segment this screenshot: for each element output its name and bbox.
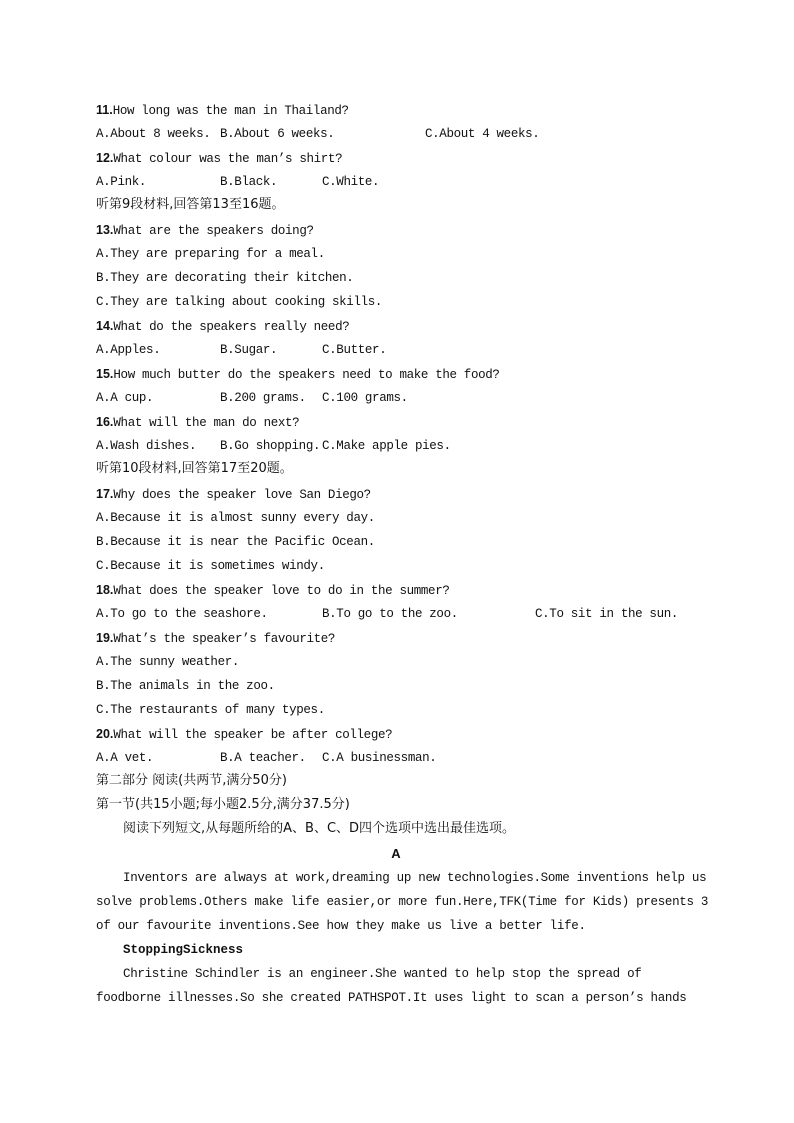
- option-a: A.Apples.: [96, 343, 161, 357]
- question-11: [96, 98, 696, 122]
- question-number: 19.: [96, 631, 114, 645]
- options-12: [96, 170, 696, 194]
- option-c: C.Make apple pies.: [322, 439, 451, 453]
- passage-intro: [96, 866, 709, 938]
- option-b: B.200 grams.: [220, 391, 306, 405]
- question-number: 13.: [96, 223, 114, 237]
- question-text: What colour was the man’s shirt?: [113, 152, 343, 166]
- option-a: A.Because it is almost sunny every day.: [96, 511, 375, 525]
- option-b: B.Sugar.: [220, 343, 278, 357]
- question-text: What will the man do next?: [113, 416, 300, 430]
- paragraph-line: foodborne illnesses.So she created PATHSPOT.It uses light to scan a person’s hands: [96, 991, 687, 1005]
- option-b: B.They are decorating their kitchen.: [96, 271, 354, 285]
- option-c: C.The restaurants of many types.: [96, 703, 325, 717]
- question-text: What does the speaker love to do in the summer?: [113, 584, 450, 598]
- question-number: 14.: [96, 319, 114, 333]
- option-c: C.A businessman.: [322, 751, 437, 765]
- option-b: B.Go shopping.: [220, 439, 321, 453]
- option-a: A.The sunny weather.: [96, 655, 240, 669]
- option-a: A.A vet.: [96, 751, 154, 765]
- question-text: What’s the speaker’s favourite?: [113, 632, 336, 646]
- question-text: What will the speaker be after college?: [113, 728, 393, 742]
- passage-body: [96, 962, 696, 1010]
- instructions: 阅读下列短文,从每题所给的A、B、C、D四个选项中选出最佳选项。: [123, 821, 516, 836]
- option-c: C.White.: [322, 175, 380, 189]
- question-number: 12.: [96, 151, 114, 165]
- options-11: [96, 122, 696, 146]
- option-b: B.The animals in the zoo.: [96, 679, 275, 693]
- option-c: C.Butter.: [322, 343, 387, 357]
- option-a: A.To go to the seashore.: [96, 607, 268, 621]
- question-text: Why does the speaker love San Diego?: [113, 488, 371, 502]
- question-17: [96, 482, 696, 506]
- paragraph-line: solve problems.Others make life easier,or more fun.Here,TFK(Time for Kids) presents 3: [96, 895, 709, 909]
- options-16: [96, 434, 696, 458]
- section-heading: 第一节(共15小题;每小题2.5分,满分37.5分): [96, 797, 350, 812]
- option-b: B.Black.: [220, 175, 278, 189]
- passage-label: A: [391, 846, 401, 861]
- question-number: 16.: [96, 415, 114, 429]
- section-heading-10: 听第10段材料,回答第17至20题。: [96, 461, 293, 476]
- question-16: [96, 410, 696, 434]
- option-c: C.Because it is sometimes windy.: [96, 559, 325, 573]
- question-18: [96, 578, 696, 602]
- option-b: B.Because it is near the Pacific Ocean.: [96, 535, 375, 549]
- question-number: 11.: [96, 103, 113, 117]
- question-15: [96, 362, 696, 386]
- question-20: [96, 722, 696, 746]
- question-number: 17.: [96, 487, 114, 501]
- options-18: [96, 602, 696, 626]
- question-text: How long was the man in Thailand?: [112, 104, 349, 118]
- option-b: B.About 6 weeks.: [220, 127, 335, 141]
- question-number: 20.: [96, 727, 114, 741]
- paragraph-line: Inventors are always at work,dreaming up new technologies.Some inventions help us: [123, 871, 707, 885]
- option-a: A.Wash dishes.: [96, 439, 197, 453]
- part-heading: 第二部分 阅读(共两节,满分50分): [96, 773, 287, 788]
- question-number: 15.: [96, 367, 114, 381]
- paragraph-line: of our favourite inventions.See how they make us live a better life.: [96, 919, 586, 933]
- options-15: [96, 386, 696, 410]
- question-19: [96, 626, 696, 650]
- section-heading-9: 听第9段材料,回答第13至16题。: [96, 197, 285, 212]
- question-number: 18.: [96, 583, 114, 597]
- option-a: A.A cup.: [96, 391, 154, 405]
- option-c: C.100 grams.: [322, 391, 408, 405]
- option-c: C.To sit in the sun.: [535, 607, 679, 621]
- subheading: StoppingSickness: [123, 943, 244, 957]
- paragraph-line: Christine Schindler is an engineer.She wanted to help stop the spread of: [123, 967, 642, 981]
- options-20: [96, 746, 696, 770]
- question-text: How much butter do the speakers need to make the food?: [113, 368, 500, 382]
- option-b: B.To go to the zoo.: [322, 607, 458, 621]
- question-14: [96, 314, 696, 338]
- option-a: A.Pink.: [96, 175, 147, 189]
- question-text: What do the speakers really need?: [113, 320, 350, 334]
- option-a: A.About 8 weeks.: [96, 127, 211, 141]
- document-page: [96, 98, 709, 1010]
- option-a: A.They are preparing for a meal.: [96, 247, 325, 261]
- option-c: C.They are talking about cooking skills.: [96, 295, 383, 309]
- option-b: B.A teacher.: [220, 751, 306, 765]
- question-13: [96, 218, 696, 242]
- option-c: C.About 4 weeks.: [425, 127, 540, 141]
- question-text: What are the speakers doing?: [113, 224, 314, 238]
- question-12: [96, 146, 696, 170]
- options-14: [96, 338, 696, 362]
